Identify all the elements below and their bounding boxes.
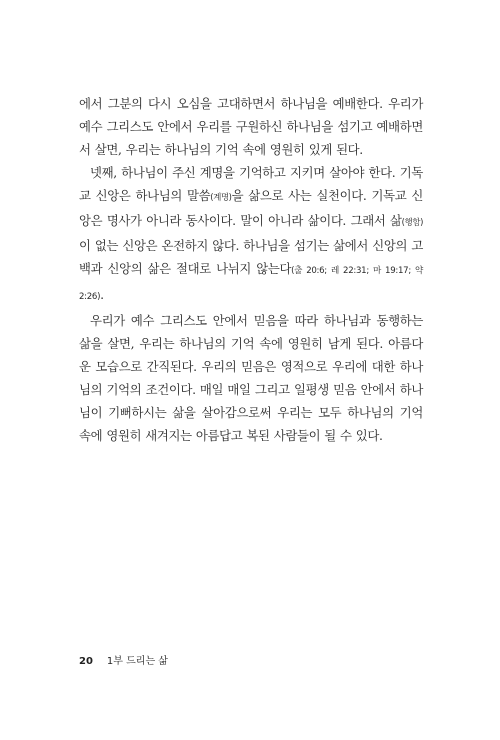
page-footer <box>79 652 168 667</box>
paragraph-3: 우리가 예수 그리스도 안에서 믿음을 따라 하나님과 동행하는 삶을 살면, 우리는 하나님의 기억 속에 영원히 남게 된다. 아름다운 모습으로 간직된다. 우리의 믿음은 영적으로 우리에 대한 하나님의 기억의 조건이다. 매일 매일 그리고 일평생 믿음 안에서 하나님이 기뻐하시는 삶을 살아감으로써 우리는 모두 하나님의 기억 속에 영원히 새겨지는 아름답고 복된 사람들이 될 수 있다. <box>79 313 423 443</box>
paragraph-2 <box>79 161 423 309</box>
paragraph-2-text-a: 넷째, 하나님이 주신 계명을 기억하고 지키며 살아야 한다. 기독교 신앙은 하나님의 말씀 <box>79 165 423 203</box>
body-text <box>79 92 423 447</box>
paragraph-2-text-d: . <box>100 287 104 302</box>
paragraph-1: 에서 그분의 다시 오심을 고대하면서 하나님을 예배한다. 우리가 예수 그리스도 안에서 우리를 구원하신 하나님을 섬기고 예배하면서 살면, 우리는 하나님의 기억 속에 영원히 있게 된다. <box>79 96 423 157</box>
scripture-reference: (출 20:6; 레 22:31; 마 19:17; 약 2:26) <box>79 266 423 302</box>
paragraph-2-text-b: 을 삶으로 사는 실천이다. 기독교 신앙은 명사가 아니라 동사이다. 말이 아니라 삶이다. 그래서 삶 <box>79 188 423 228</box>
paragraph-2-note-b: (행함) <box>401 217 423 227</box>
page-number: 20 <box>79 656 93 667</box>
section-title: 1부 드리는 삶 <box>106 656 168 667</box>
paragraph-2-note-a: (계명) <box>210 192 232 202</box>
paragraph-2-text-c: 이 없는 신앙은 온전하지 않다. 하나님을 섬기는 삶에서 신앙의 고백과 신앙의 삶은 절대로 나뉘지 않는다 <box>79 238 423 276</box>
